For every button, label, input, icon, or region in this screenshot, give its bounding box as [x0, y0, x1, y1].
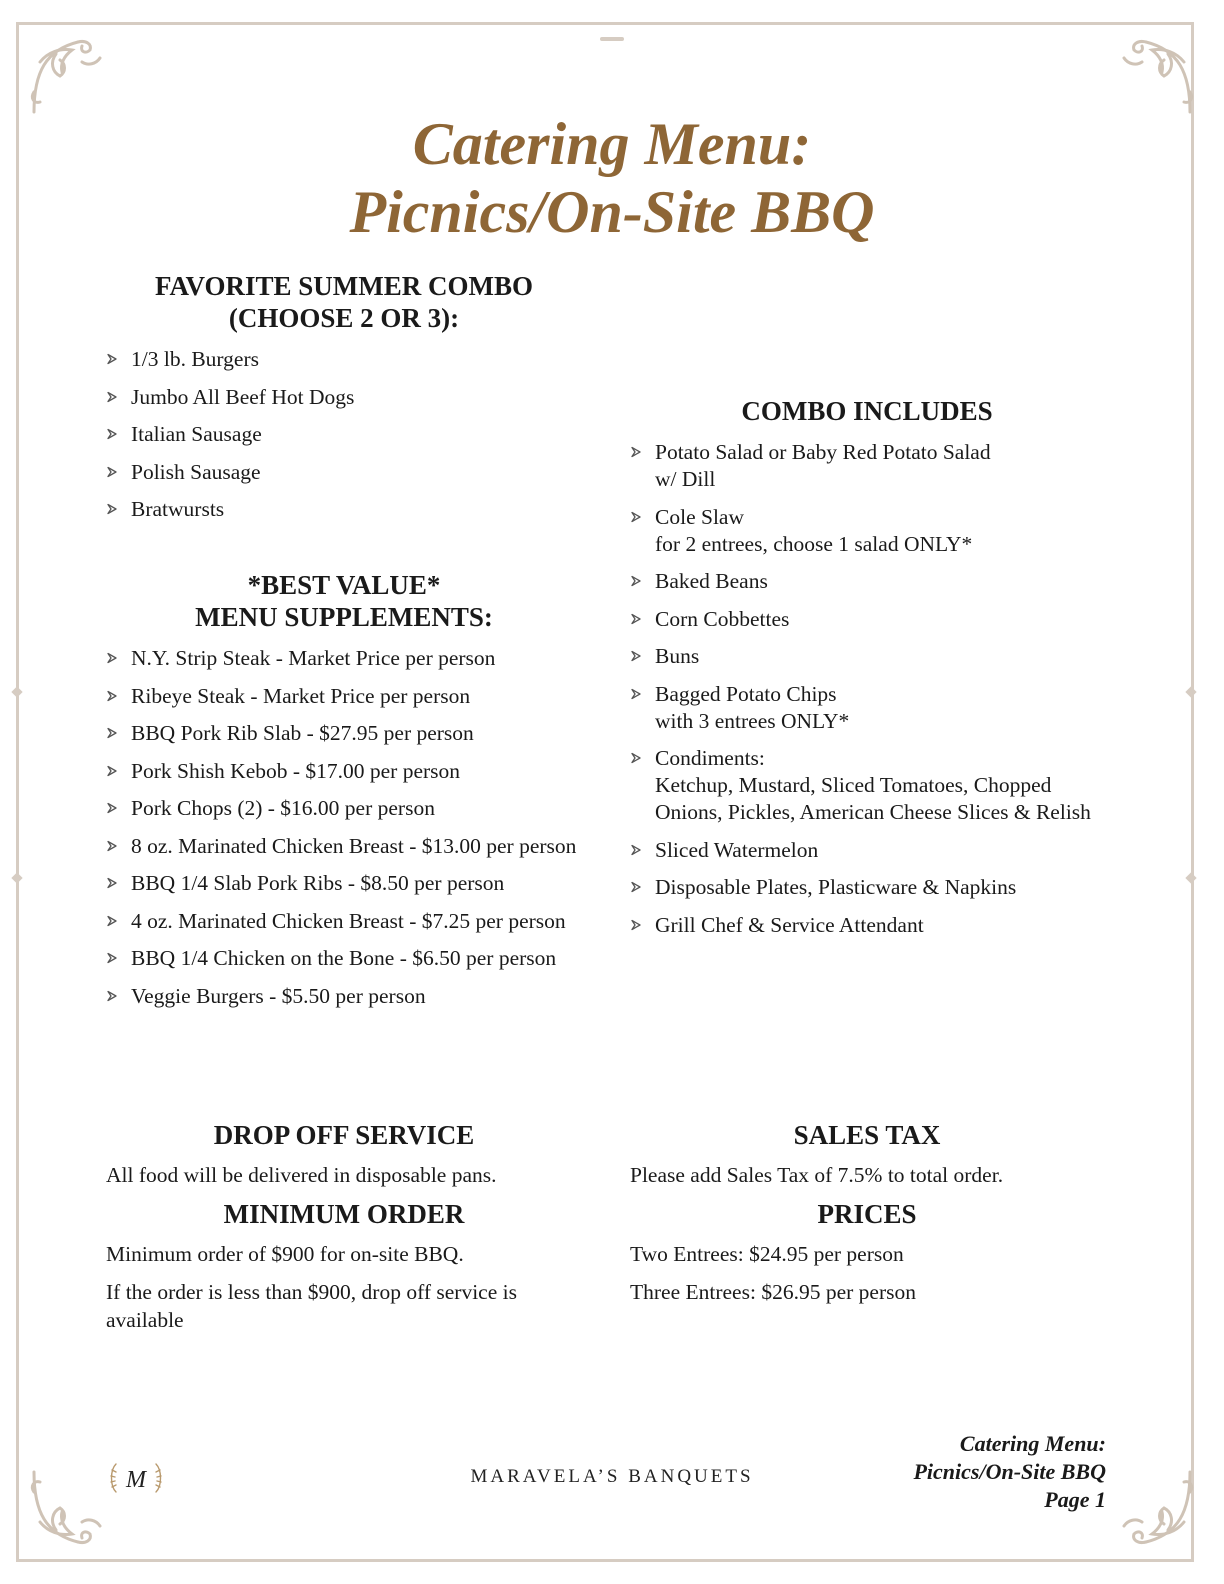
- chevron-bullet-icon: [106, 391, 118, 403]
- chevron-bullet-icon: [630, 752, 642, 764]
- combo-heading-line1: FAVORITE SUMMER COMBO: [155, 271, 533, 301]
- chevron-bullet-icon: [630, 919, 642, 931]
- list-item: [630, 606, 1120, 633]
- prices-heading: PRICES: [817, 1199, 917, 1229]
- list-item: [630, 745, 1120, 826]
- list-item: [630, 439, 1120, 493]
- chevron-bullet-icon: [630, 881, 642, 893]
- list-item-text: Grill Chef & Service Attendant: [655, 912, 924, 937]
- chevron-bullet-icon: [106, 765, 118, 777]
- chevron-bullet-icon: [106, 877, 118, 889]
- chevron-bullet-icon: [106, 690, 118, 702]
- chevron-bullet-icon: [106, 428, 118, 440]
- combo-heading-line2: (CHOOSE 2 OR 3):: [228, 303, 460, 333]
- list-item: [106, 795, 582, 822]
- corner-flourish-icon: [1108, 32, 1198, 122]
- list-item: [106, 908, 582, 935]
- chevron-bullet-icon: [106, 466, 118, 478]
- list-item-text: Polish Sausage: [131, 459, 261, 484]
- svg-text:M: M: [126, 1467, 146, 1493]
- sales-tax-section: [630, 1119, 1104, 1189]
- list-item-text: Buns: [655, 644, 700, 668]
- footer-page-info: [913, 1430, 1106, 1514]
- chevron-bullet-icon: [106, 952, 118, 964]
- combo-list: [106, 346, 582, 523]
- minimum-order-note: If the order is less than $900, drop off service is available: [106, 1280, 517, 1332]
- list-item: [106, 983, 582, 1010]
- list-item-text: Condiments:: [655, 746, 765, 770]
- list-item-text: Bratwursts: [131, 497, 225, 521]
- list-item: [106, 384, 582, 411]
- list-item-text: Veggie Burgers - $5.50 per person: [131, 983, 426, 1008]
- list-item: [106, 683, 582, 710]
- chevron-bullet-icon: [630, 613, 642, 625]
- list-item: [630, 504, 1120, 558]
- list-item-text: N.Y. Strip Steak - Market Price per person: [131, 646, 496, 670]
- chevron-bullet-icon: [106, 353, 118, 365]
- list-item-text: BBQ 1/4 Slab Pork Ribs - $8.50 per person: [131, 871, 505, 895]
- supplements-heading-line1: *BEST VALUE*: [247, 570, 441, 600]
- list-item-text: Baked Beans: [655, 569, 768, 593]
- list-item-text: Disposable Plates, Plasticware & Napkins: [655, 875, 1017, 899]
- chevron-bullet-icon: [630, 575, 642, 587]
- price-three-entrees: Three Entrees: $26.95 per person: [630, 1280, 916, 1304]
- list-item-note: w/ Dill: [655, 467, 716, 491]
- list-item-text: Potato Salad or Baby Red Potato Salad: [655, 440, 991, 464]
- drop-off-heading: DROP OFF SERVICE: [213, 1120, 475, 1150]
- footer-title-line1: Catering Menu:: [959, 1431, 1106, 1456]
- page-title-line2: Picnics/On-Site BBQ: [349, 179, 875, 245]
- chevron-bullet-icon: [106, 990, 118, 1002]
- list-item: [630, 643, 1120, 670]
- list-item-text: Jumbo All Beef Hot Dogs: [131, 384, 355, 409]
- list-item: [106, 645, 582, 672]
- footer-page-number: Page 1: [1044, 1487, 1106, 1512]
- list-item: [106, 945, 582, 972]
- combo-section: [106, 270, 582, 534]
- sales-tax-text: Please add Sales Tax of 7.5% to total order.: [630, 1163, 1004, 1187]
- list-item-text: 8 oz. Marinated Chicken Breast - $13.00 per person: [131, 833, 577, 858]
- list-item-text: Ribeye Steak - Market Price per person: [131, 683, 471, 708]
- list-item: [630, 681, 1120, 735]
- list-item-text: Bagged Potato Chips: [655, 681, 837, 706]
- chevron-bullet-icon: [106, 915, 118, 927]
- list-item-text: Italian Sausage: [131, 422, 262, 446]
- minimum-order-text: Minimum order of $900 for on-site BBQ.: [106, 1242, 464, 1266]
- corner-flourish-icon: [26, 32, 116, 122]
- footer-brand: MARAVELA’S BANQUETS: [470, 1466, 754, 1487]
- list-item-note: for 2 entrees, choose 1 salad ONLY*: [655, 531, 973, 556]
- prices-section: [630, 1198, 1104, 1306]
- chevron-bullet-icon: [630, 446, 642, 458]
- chevron-bullet-icon: [106, 503, 118, 515]
- supplements-heading-line2: MENU SUPPLEMENTS:: [195, 602, 493, 632]
- chevron-bullet-icon: [630, 511, 642, 523]
- list-item: [106, 720, 582, 747]
- list-item: [630, 874, 1120, 901]
- chevron-bullet-icon: [106, 840, 118, 852]
- list-item-text: Pork Shish Kebob - $17.00 per person: [131, 758, 461, 783]
- footer-title-line2: Picnics/On-Site BBQ: [913, 1459, 1106, 1484]
- list-item-text: Sliced Watermelon: [655, 837, 819, 862]
- supplements-list: [106, 645, 582, 1010]
- list-item-text: Pork Chops (2) - $16.00 per person: [131, 796, 435, 820]
- minimum-order-heading: MINIMUM ORDER: [223, 1199, 465, 1229]
- list-item-text: 1/3 lb. Burgers: [131, 347, 260, 371]
- chevron-bullet-icon: [630, 650, 642, 662]
- supplements-section: [106, 569, 582, 1020]
- list-item: [106, 496, 582, 523]
- drop-off-section: [106, 1119, 582, 1189]
- list-item: [630, 568, 1120, 595]
- list-item: [630, 837, 1120, 864]
- list-item-note: with 3 entrees ONLY*: [655, 708, 850, 733]
- minimum-order-section: [106, 1198, 582, 1334]
- page-title-line1: Catering Menu:: [412, 111, 812, 177]
- drop-off-text: All food will be delivered in disposable pans.: [106, 1163, 497, 1187]
- includes-section: [630, 395, 1120, 949]
- list-item: [106, 421, 582, 448]
- list-item: [106, 758, 582, 785]
- price-two-entrees: Two Entrees: $24.95 per person: [630, 1242, 904, 1266]
- chevron-bullet-icon: [630, 844, 642, 856]
- list-item: [630, 912, 1120, 939]
- border-ornament-top: [600, 37, 624, 41]
- list-item-note: Ketchup, Mustard, Sliced Tomatoes, Chopped Onions, Pickles, American Cheese Slices & Relish: [655, 773, 1091, 824]
- list-item-text: 4 oz. Marinated Chicken Breast - $7.25 per person: [131, 908, 566, 933]
- includes-list: [630, 439, 1120, 939]
- list-item-text: BBQ Pork Rib Slab - $27.95 per person: [131, 721, 474, 745]
- sales-tax-heading: SALES TAX: [793, 1120, 941, 1150]
- includes-heading: COMBO INCLUDES: [741, 396, 993, 426]
- chevron-bullet-icon: [106, 652, 118, 664]
- chevron-bullet-icon: [106, 802, 118, 814]
- list-item: [106, 833, 582, 860]
- chevron-bullet-icon: [630, 688, 642, 700]
- list-item-text: BBQ 1/4 Chicken on the Bone - $6.50 per person: [131, 946, 557, 970]
- list-item: [106, 870, 582, 897]
- list-item-text: Corn Cobbettes: [655, 606, 790, 631]
- list-item-text: Cole Slaw: [655, 504, 744, 529]
- chevron-bullet-icon: [106, 727, 118, 739]
- list-item: [106, 346, 582, 373]
- list-item: [106, 459, 582, 486]
